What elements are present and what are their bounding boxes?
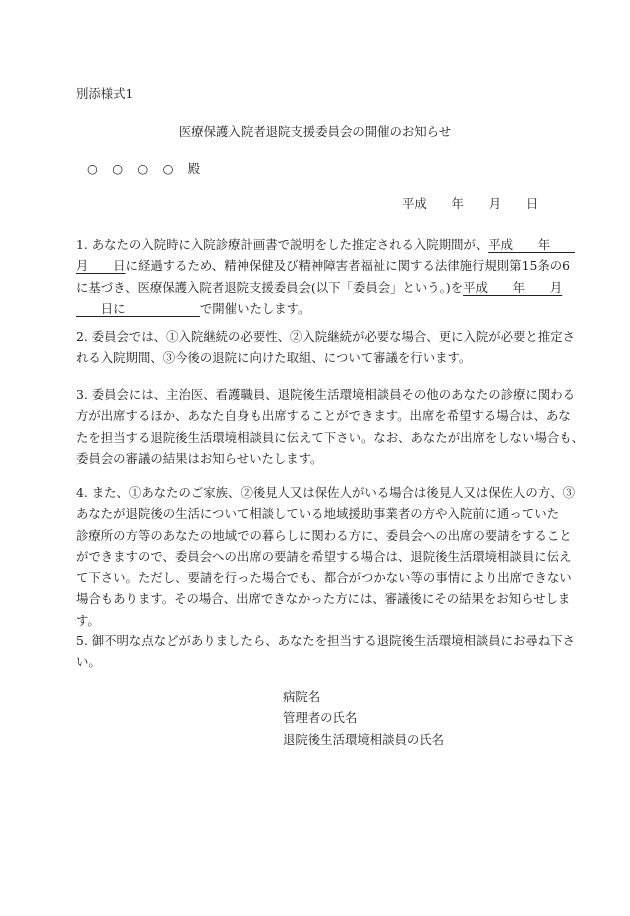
paragraph-1 bbox=[76, 234, 575, 319]
p1-text-a: 1. あなたの入院時に入院診療計画書で説明をした推定される入院期間が、 bbox=[76, 237, 489, 252]
paragraph-1-line-1 bbox=[76, 234, 575, 255]
paragraph-3-line: 方が出席するほか、あなた自身も出席することができます。出席を希望する場合は、あな bbox=[76, 408, 571, 424]
paragraph-2-line: れる入院期間、③今後の退院に向けた取組、について審議を行います。 bbox=[76, 350, 472, 366]
paragraph-5-line: 5. 御不明な点などがありましたら、あなたを担当する退院後生活環境相談員にお尋ね下さ bbox=[76, 633, 575, 648]
p1-text-b: に経過するため、精神保健及び精神障害者福祉に関する法律施行規則第15条の6 bbox=[125, 258, 570, 274]
expiry-date-blank-day: 月 日 bbox=[76, 258, 126, 274]
hospital-name-label: 病院名 bbox=[283, 689, 321, 704]
form-label: 別添様式1 bbox=[76, 86, 134, 101]
paragraph-4-line: 場合もあります。その場合、出席できなかった方には、審議後にその結果をお知らせしま bbox=[76, 591, 571, 607]
addressee: ○ ○ ○ ○ 殿 bbox=[87, 161, 202, 176]
counselor-name-label: 退院後生活環境相談員の氏名 bbox=[283, 731, 445, 747]
paragraph-5-line: い。 bbox=[76, 654, 101, 670]
paragraph-2-line: 2. 委員会では、①入院継続の必要性、②入院継続が必要な場合、更に入院が必要と推定さ bbox=[76, 329, 575, 344]
paragraph-3-line: たを担当する退院後生活環境相談員に伝えて下さい。なお、あなたが出席をしない場合も、 bbox=[76, 429, 585, 445]
p1-text-d: で開催いたします。 bbox=[199, 300, 311, 316]
manager-name-label: 管理者の氏名 bbox=[283, 710, 358, 726]
paragraph-3-line: 委員会の審議の結果はお知らせいたします。 bbox=[76, 450, 323, 466]
paragraph-2 bbox=[76, 326, 575, 369]
p1-text-c: に基づき、医療保護入院者退院支援委員会(以下「委員会」という。)を bbox=[76, 279, 464, 295]
paragraph-4-line: あなたが退院後の生活について相談している地域援助事業者の方や入院前に通っていた bbox=[76, 506, 559, 522]
paragraph-1-line-3 bbox=[76, 277, 564, 298]
paragraph-4-line: 診療所の方等のあなたの地域での暮らしに関わる方に、委員会への出席の要請をすること bbox=[76, 527, 572, 543]
meeting-place-blank: 日に bbox=[76, 300, 200, 316]
paragraph-3 bbox=[76, 384, 585, 469]
paragraph-4-line: 4. また、①あなたのご家族、②後見人又は保佐人がいる場合は後見人又は保佐人の方、③ bbox=[76, 485, 575, 500]
expiry-date-blank-year: 平成 年 bbox=[488, 237, 575, 252]
paragraph-4-line: て下さい。ただし、要請を行った場合でも、都合がつかない等の事情により出席できない bbox=[76, 570, 572, 586]
paragraph-4-line: す。 bbox=[76, 612, 100, 628]
document-title: 医療保護入院者退院支援委員会の開催のお知らせ bbox=[178, 124, 452, 139]
paragraph-3-line: 3. 委員会には、主治医、看護職員、退院後生活環境相談員その他のあなたの診療に関わる bbox=[76, 387, 575, 402]
meeting-date-blank: 平成 年 月 bbox=[463, 279, 563, 295]
paragraph-5 bbox=[76, 630, 575, 673]
paragraph-1-line-4 bbox=[76, 298, 564, 319]
paragraph-4 bbox=[76, 482, 575, 631]
paragraph-4-line: ができますので、委員会への出席の要請を希望する場合は、退院後生活環境相談員に伝え bbox=[76, 548, 572, 564]
paragraph-1-line-2 bbox=[76, 255, 570, 276]
signature-block bbox=[283, 686, 444, 750]
date-line: 平成 年 月 日 bbox=[402, 196, 539, 211]
